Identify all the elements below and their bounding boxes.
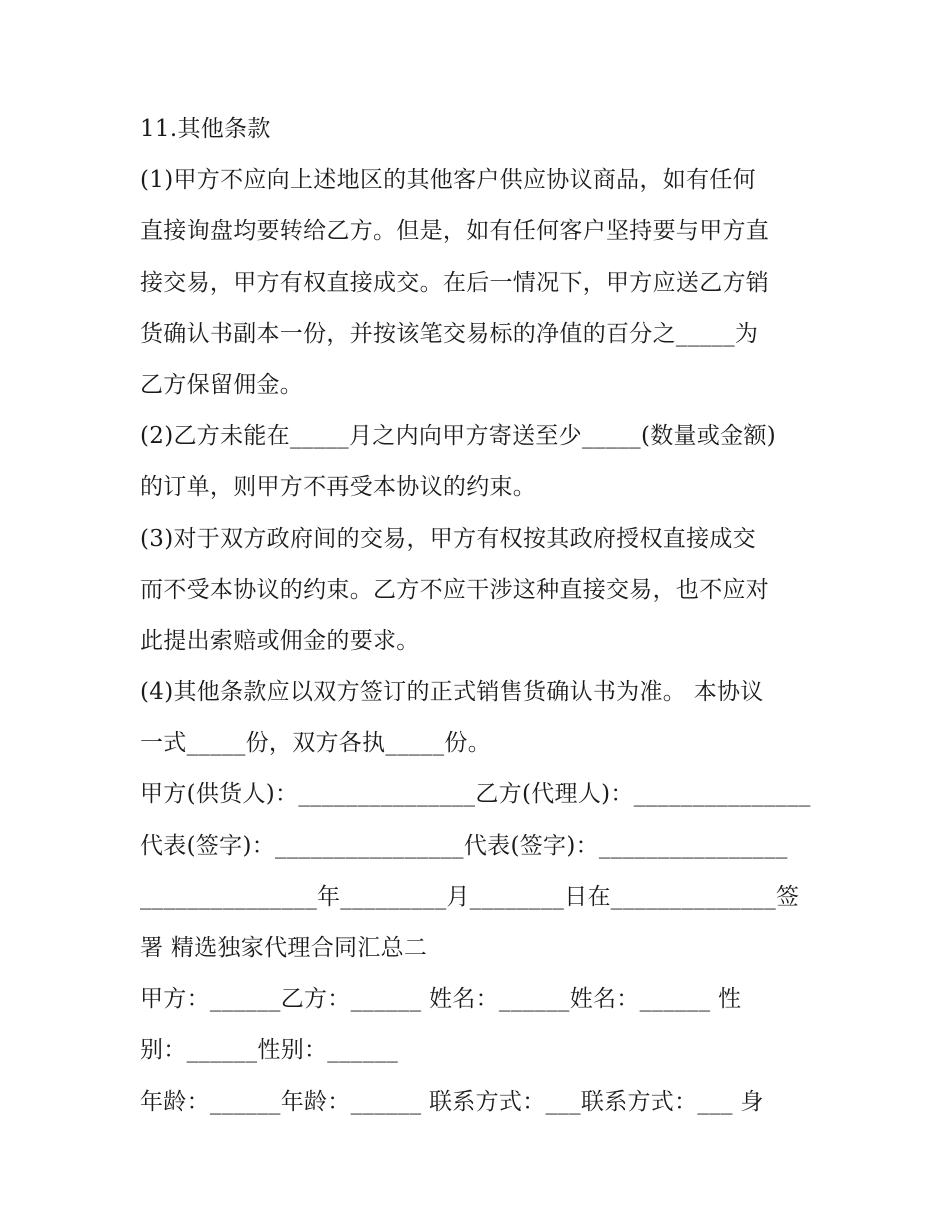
clause-3-line-2: 而不受本协议的约束。乙方不应干涉这种直接交易，也不应对	[140, 576, 770, 603]
section-heading: 11.其他条款	[140, 116, 271, 142]
parties-name-line: 甲方：______乙方：______ 姓名：______姓名：______ 性	[140, 986, 742, 1013]
age-contact-line: 年龄：______年龄：______ 联系方式：___联系方式：___ 身	[140, 1088, 764, 1115]
document-body	[140, 104, 820, 1128]
clause-1-line-5: 乙方保留佣金。	[140, 371, 304, 398]
party-signature-line: 甲方(供货人)：_______________乙方(代理人)：_______________	[140, 781, 811, 808]
clause-1-line-1: (1)甲方不应向上述地区的其他客户供应协议商品，如有任何	[140, 167, 756, 194]
clause-4-line-2: 一式_____份，双方各执_____份。	[140, 730, 491, 757]
clause-4-line-1: (4)其他条款应以双方签订的正式销售货确认书为准。 本协议	[140, 679, 764, 706]
date-place-line: _______________年_________月________日在______________签	[140, 883, 800, 910]
clause-3-line-1: (3)对于双方政府间的交易，甲方有权按其政府授权直接成交	[140, 525, 756, 552]
clause-3-line-3: 此提出索赔或佣金的要求。	[140, 627, 420, 654]
clause-2-line-1: (2)乙方未能在_____月之内向甲方寄送至少_____(数量或金额)	[140, 423, 777, 450]
clause-1-line-4: 货确认书副本一份，并按该笔交易标的净值的百分之_____为	[140, 320, 759, 347]
representative-signature-line: 代表(签字)：________________代表(签字)：________________	[140, 832, 788, 859]
signing-and-next-title: 署 精选独家代理合同汇总二	[140, 935, 428, 961]
clause-2-line-2: 的订单，则甲方不再受本协议的约束。	[140, 474, 537, 501]
gender-line: 别：______性别：______	[140, 1037, 399, 1064]
clause-1-line-3: 接交易，甲方有权直接成交。在后一情况下，甲方应送乙方销	[140, 269, 770, 296]
clause-1-line-2: 直接询盘均要转给乙方。但是，如有任何客户坚持要与甲方直	[140, 218, 770, 245]
